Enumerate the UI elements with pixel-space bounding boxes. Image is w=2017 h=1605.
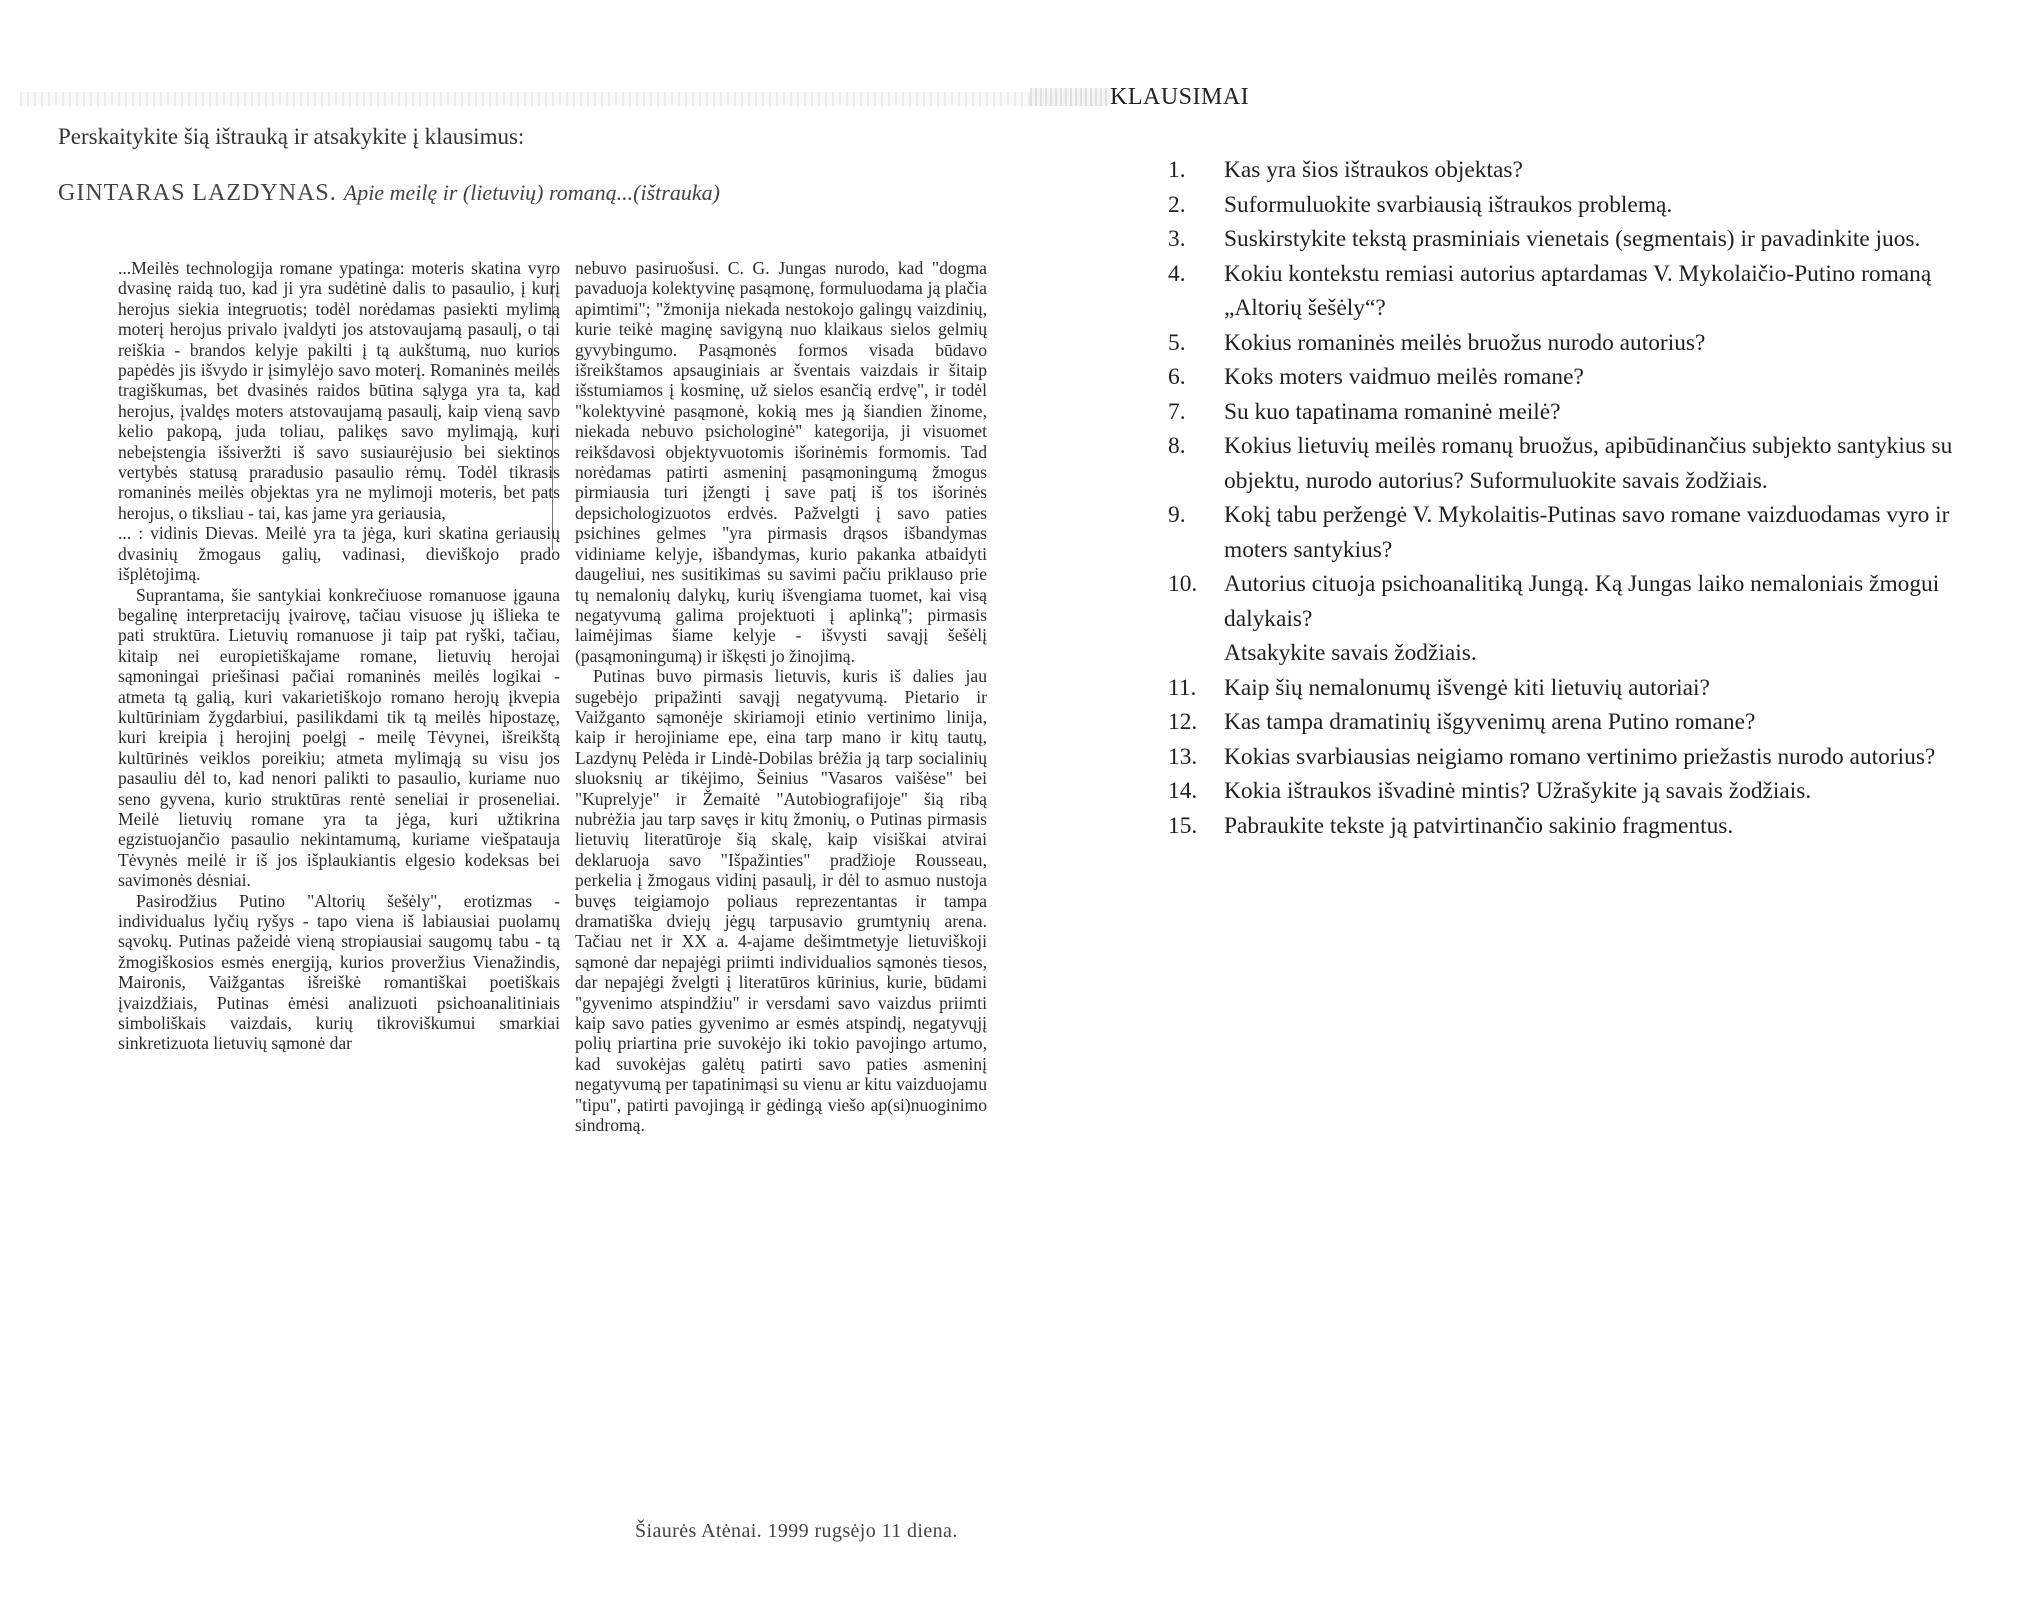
question-text: Kokį tabu peržengė V. Mykolaitis-Putinas savo romane vaizduodamas vyro ir moters santykius? <box>1224 502 1950 563</box>
article-column-1 <box>118 258 560 1054</box>
question-number: 12. <box>1168 709 1198 735</box>
question-number: 13. <box>1168 743 1198 770</box>
question-item <box>1168 188 1980 223</box>
question-text: Kokiu kontekstu remiasi autorius aptardamas V. Mykolaičio-Putino romaną „Altorių šešėly“? <box>1224 260 1932 321</box>
question-number: 8. <box>1168 433 1186 459</box>
question-item <box>1168 567 1980 671</box>
question-item <box>1168 222 1980 257</box>
article-paragraph: Putinas buvo pirmasis lietuvis, kuris iš dalies jau sugebėjo pripažinti savąjį negatyvumą. Pietario ir Vaižganto sąmonėje skiriamoji etinio vertinimo linija, kaip ir herojiniame epe, eina tarp mano ir kitų tautų, Lazdynų Pelėda ir Lindė-Dobilas brėžia ją tarp socialinių sluoksnių ar tikėjimo, Šeinius "Vasaros vaišėse" bei "Kuprelyje" ir Žemaitė "Autobiografijoje" šią ribą nubrėžia jau tarp savęs ir kitų žmonių, o Putinas pirmasis lietuvių literatūroje šią skalę, kaip visiškai atvirai deklaruoja savo "Išpažinties" pradžioje Rousseau, perkelia į žmogaus vidinį pasaulį, ir dėl to asmuo nustoja buvęs teigiamojo poliaus reprezentantas ir tampa dramatiška dviejų jėgų tarpusavio grumtynių arena. Tačiau net ir XX a. 4-ajame dešimtmetyje lietuviškoji sąmonė dar nepajėgi priimti individualios sąmonės tiesos, dar nepajėgi žvelgti į literatūros kūrinius, kurie, būdami "gyvenimo atspindžiu" ir versdami savo vaizdus priimti kaip savo paties gyvenimo ar esmės atspindį, negatyvųjį polių priartina prie suvokėjo iki tokio pavojingo artumo, kad suvokėjas galėtų patirti savo paties asmeninį negatyvumą per tapatinimąsi su vienu ar kitu vaizduojamu "tipu", patirti pavojingą ir gėdingą viešo ap(si)nuoginimo sindromą. <box>575 666 987 1136</box>
question-number: 11. <box>1168 674 1197 701</box>
question-number: 10. <box>1168 571 1198 597</box>
scan-artifact-strip <box>20 92 1100 106</box>
article-paragraph: ... : vidinis Dievas. Meilė yra ta jėga, kuri skatina geriausių dvasinių žmogaus galių, vadinasi, dieviškojo prado išplėtojimą. <box>118 523 560 585</box>
question-text: Koks moters vaidmuo meilės romane? <box>1224 364 1584 390</box>
article-author: GINTARAS LAZDYNAS. <box>58 180 337 206</box>
article-source: Šiaurės Atėnai. 1999 rugsėjo 11 diena. <box>635 1520 958 1542</box>
question-item <box>1168 326 1980 361</box>
question-number: 9. <box>1168 502 1186 528</box>
question-item <box>1168 671 1980 706</box>
question-text: Su kuo tapatinama romaninė meilė? <box>1224 398 1561 425</box>
question-text: Suskirstykite tekstą prasminiais vienetais (segmentais) ir pavadinkite juos. <box>1224 226 1921 252</box>
question-number: 3. <box>1168 226 1186 252</box>
question-number: 1. <box>1168 157 1186 183</box>
article-column-2 <box>575 258 987 1135</box>
question-text: Kokia ištraukos išvadinė mintis? Užrašykite ją savais žodžiais. <box>1224 778 1812 804</box>
scan-artifact-mark <box>1030 88 1110 106</box>
question-item <box>1168 153 1980 188</box>
question-text: Suformuluokite svarbiausią ištraukos problemą. <box>1224 191 1673 218</box>
question-text: Pabraukite tekste ją patvirtinančio sakinio fragmentus. <box>1224 812 1734 839</box>
question-number: 14. <box>1168 778 1198 804</box>
question-item <box>1168 360 1980 395</box>
question-text: Kaip šių nemalonumų išvengė kiti lietuvių autoriai? <box>1224 674 1710 701</box>
question-item <box>1168 257 1980 326</box>
instruction-text: Perskaitykite šią ištrauką ir atsakykite į klausimus: <box>58 124 525 149</box>
question-number: 15. <box>1168 812 1198 839</box>
question-item <box>1168 740 1980 775</box>
article-paragraph: ...Meilės technologija romane ypatinga: moteris skatina vyro dvasinę raidą tuo, kad ji yra sudėtinė dalis to pasaulio, į kurį herojus siekia integruotis; todėl norėdamas pasiekti mylimą moterį herojus privalo įvaldyti jos atstovaujamą pasaulį, o tai reiškia - brandos kelyje pakilti į tą aukštumą, nuo kurios papėdės jis išvydo ir įsimylėjo savo moterį. Romaninės meilės tragiškumas, bet dvasinės raidos būtina sąlyga yra ta, kad herojus, įvaldęs moters atstovaujamą pasaulį, kaip vieną savo kelio pakopą, juda toliau, palikęs savo mylimąją, kuri nebeįstengia išsiveržti iš savo susiaurėjusio bei siektinos vertybės statusą praradusio pasaulio rėmų. Todėl tikrasis romaninės meilės objektas yra ne mylimoji moteris, bet pats herojus, o tiksliau - tai, kas jame yra geriausia, <box>118 258 560 523</box>
question-item <box>1168 809 1980 844</box>
question-item <box>1168 429 1980 498</box>
question-extra-text: Atsakykite savais žodžiais. <box>1224 640 1477 666</box>
questions-heading: KLAUSIMAI <box>1110 84 1250 110</box>
question-number: 2. <box>1168 191 1186 218</box>
question-item <box>1168 498 1980 567</box>
question-item <box>1168 705 1980 740</box>
question-item <box>1168 774 1980 809</box>
question-number: 5. <box>1168 329 1186 356</box>
article-title: Apie meilę ir (lietuvių) romaną...(ištrauka) <box>343 180 720 205</box>
question-number: 4. <box>1168 260 1186 287</box>
question-text: Kas yra šios ištraukos objektas? <box>1224 157 1523 183</box>
article-paragraph: Pasirodžius Putino "Altorių šešėly", erotizmas - individualus lyčių ryšys - tapo viena iš labiausiai puolamų sąvokų. Putinas pažeidė vieną stropiausiai saugomų tabu - tą žmogiškosios esmės energiją, kurios proveržius Vienažindis, Maironis, Vaižgantas išreiškė romantiškai poetiškais įvaizdžiais, Putinas ėmėsi analizuoti psichoanalitiniais simboliškais vaizdais, kurių tikroviškumui smarkiai sinkretizuota lietuvių sąmonė dar <box>118 890 560 1054</box>
question-text: Kokius lietuvių meilės romanų bruožus, apibūdinančius subjekto santykius su objektu, nurodo autorius? Suformuluokite savais žodžiais. <box>1224 433 1953 494</box>
question-item <box>1168 395 1980 430</box>
question-text: Autorius cituoja psichoanalitiką Jungą. Ką Jungas laiko nemaloniais žmogui dalykais? <box>1224 571 1940 632</box>
question-text: Kokias svarbiausias neigiamo romano vertinimo priežastis nurodo autorius? <box>1224 743 1936 770</box>
article-heading <box>58 180 720 207</box>
article-paragraph: Suprantama, šie santykiai konkrečiuose romanuose įgauna begalinę interpretacijų įvairovę, tačiau visuose jų išlieka te pati struktūra. Lietuvių romanuose ji taip pat ryški, tačiau, kitaip nei europietiškajame romane, lietuvių herojai sąmoningai priešinasi pačiai romaninės meilės logikai - atmeta tą galią, kuri vakarietiškojo romano herojų įkvepia kultūriniam žygdarbiui, pasilikdami tik tą meilės hipostazę, kuri kreipia į herojinį poelgį - meilę Tėvynei, išreikštą kultūrinės veiklos poreikiu; atmeta mylimąją su visu jos pasauliu dėl to, kad nenori palikti to pasaulio, kuriame nuo seno gyvena, kurio struktūras rentė seneliai ir proseneliai. Meilė lietuvių romane yra ta jėga, kuri užtikrina egzistuojančio pasaulio nekintamumą, kuriame viešpatauja Tėvynės meilė ir iš jos išplaukiantis elgesio kodeksas bei savimonės dėsniai. <box>118 584 560 891</box>
question-text: Kas tampa dramatinių išgyvenimų arena Putino romane? <box>1224 709 1756 735</box>
article-paragraph: nebuvo pasiruošusi. C. G. Jungas nurodo, kad "dogma pavaduoja kolektyvinę pasąmonę, formuluodama ją plačia apimtimi"; "žmonija niekada nestokojo galingų vaizdinių, kurie teikė maginę savigyną nuo klaikaus sielos gelmių gyvybingumo. Pasąmonės formos visada būdavo išreikštamos apsauginiais ar šventais vaizdais ir šitaip išstumiamos į kosminę, už sielos esančią erdvę", ir todėl "kolektyvinė pasąmonė, kokią mes ją šiandien žinome, niekada nebuvo psichologinė" kategorija, ji visuomet reikšdavosi objektyvuotomis išorinėmis formomis. Tad norėdamas patirti asmeninį pasąmoningumą žmogus pirmiausia turi įžengti į save patį iš tos išorinės depsichologizuotos erdvės. Pažvelgti į savo paties psichines gelmes "yra pirmasis drąsos išbandymas vidiniame kelyje, išbandymas, kurio pakanka atbaidyti daugeliui, nes susitikimas su savimi pačiu priklauso prie tų nemalonių dalykų, kurių išvengiama tuomet, kai visą negatyvumą galima projektuoti į aplinką"; pirmasis laimėjimas šiame kelyje - išvysti savąjį šešėlį (pasąmoningumą) ir iškęsti jo žinojimą. <box>575 258 987 666</box>
questions-list <box>1168 153 1980 843</box>
question-text: Kokius romaninės meilės bruožus nurodo autorius? <box>1224 329 1706 356</box>
question-number: 7. <box>1168 398 1186 425</box>
question-number: 6. <box>1168 364 1186 390</box>
